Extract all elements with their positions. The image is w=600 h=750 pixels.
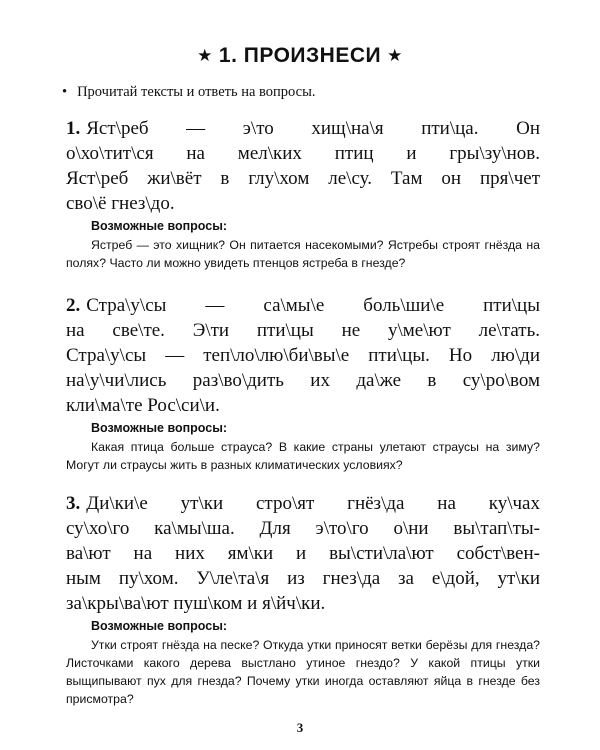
title-text: 1. ПРОИЗНЕСИ [218,44,382,67]
star-icon: ★ [387,46,403,65]
text-line: су\хо\го ка\мы\ша. Для э\то\го о\ни вы\тап\ты- [66,518,540,539]
text-line: 3. Ди\ки\е ут\ки стро\ят гнёз\да на ку\чах [66,493,540,514]
questions-heading: Возможные вопросы: [91,421,228,435]
text-line: Яст\реб жи\вёт в глу\хом ле\су. Там он пря\чет [66,168,540,189]
intro-text: Прочитай тексты и ответь на вопросы. [77,84,316,100]
text-line: 2. Стра\у\сы — са\мы\е боль\ши\е пти\цы [66,295,540,316]
text-line: на све\те. Э\ти пти\цы не у\ме\ют ле\тать. [66,320,540,341]
reading-text [66,116,540,216]
text-line: за\кры\ва\ют пуш\ком и я\йч\ки. [66,593,326,614]
questions-heading: Возможные вопросы: [91,219,228,233]
section-3 [66,491,540,708]
text-line: сво\ё гнез\до. [66,193,175,214]
intro-instruction [62,84,315,101]
text-line: ва\ют на них ям\ки и вы\сти\ла\ют собст\вен- [66,543,540,564]
text-line: о\хо\тит\ся на мел\ких птиц и гры\зу\нов. [66,143,540,164]
section-number: 3. [66,493,81,514]
questions-heading: Возможные вопросы: [91,619,228,633]
section-number: 2. [66,295,81,316]
text-line: на\у\чи\лись раз\во\дить их да\же в су\ро\вом [66,370,540,391]
star-icon: ★ [197,46,213,65]
page-title [0,44,600,68]
questions-text: Какая птица больше страуса? В какие страны улетают страусы на зиму? Могут ли страусы жить в разных климатических условиях? [66,440,540,472]
text-line: кли\ма\те Рос\си\и. [66,395,220,416]
text-line: ным пу\хом. У\ле\та\я из гнез\да за е\дой, ут\ки [66,568,540,589]
reading-text [66,293,540,418]
text-line: Стра\у\сы — теп\ло\лю\би\вы\е пти\цы. Но лю\ди [66,345,540,366]
text-line: 1. Яст\реб — э\то хищ\на\я пти\ца. Он [66,118,540,139]
reading-text [66,491,540,616]
section-1 [66,116,540,272]
page-number: 3 [296,720,304,735]
bullet-icon: • [62,84,68,100]
questions-text: Ястреб — это хищник? Он питается насекомыми? Ястребы строят гнёзда на полях? Часто ли можно увидеть птенцов ястреба в гнезде? [66,238,540,270]
section-2 [66,293,540,474]
questions-text: Утки строят гнёзда на песке? Откуда утки приносят ветки берёзы для гнезда? Листочками какого дерева выстлано утиное гнездо? У какой птицы утки выщипывают пух для гнезда? Почему утки иногда оставляют яйца в гнезде без присмотра? [66,638,540,706]
section-number: 1. [66,118,81,139]
